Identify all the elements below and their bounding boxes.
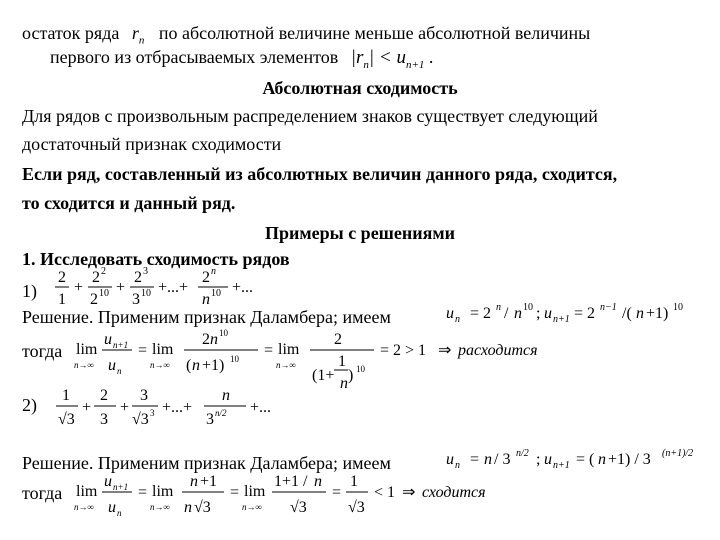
- svg-text:u: u: [104, 331, 112, 348]
- svg-text:2: 2: [90, 291, 98, 308]
- svg-text:(: (: [186, 357, 192, 374]
- svg-text:+: +: [120, 399, 130, 416]
- svg-text:n→∞: n→∞: [74, 502, 94, 512]
- svg-text:3: 3: [143, 266, 148, 277]
- svg-text:+...: +...: [232, 279, 254, 296]
- svg-text:2: 2: [334, 331, 342, 348]
- svg-text:1: 1: [350, 473, 358, 490]
- svg-text:n: n: [211, 266, 216, 277]
- svg-text:10: 10: [230, 354, 239, 364]
- svg-text:n: n: [314, 473, 322, 490]
- svg-text:⇒: ⇒: [438, 342, 452, 359]
- svg-text:lim: lim: [152, 483, 174, 500]
- converges-word: сходится: [422, 484, 486, 501]
- svg-text:+: +: [74, 279, 84, 296]
- rn-symbol: $r_n$: [131, 23, 145, 47]
- svg-text:n: n: [496, 302, 501, 313]
- then-label-2: тогда: [22, 483, 63, 503]
- svg-text:10: 10: [523, 302, 533, 313]
- svg-text:n/2: n/2: [215, 408, 227, 418]
- item-number-2: 2): [22, 395, 37, 415]
- svg-text:√3: √3: [58, 411, 75, 428]
- svg-text:=: =: [332, 484, 342, 501]
- svg-text:n+1: n+1: [553, 460, 570, 471]
- svg-text:2: 2: [202, 331, 210, 348]
- limit-formula-2: [74, 468, 494, 528]
- svg-text:+1): +1): [646, 305, 669, 322]
- svg-text:√3: √3: [132, 411, 149, 428]
- svg-text:2: 2: [101, 266, 106, 277]
- svg-text:10: 10: [211, 288, 221, 299]
- svg-text:n: n: [202, 291, 210, 308]
- svg-text:10: 10: [356, 364, 365, 374]
- item-number-1: 1): [22, 281, 37, 301]
- svg-text:1: 1: [62, 387, 70, 404]
- svg-text:u: u: [446, 451, 454, 468]
- svg-text:;: ;: [536, 451, 541, 468]
- svg-text:n→∞: n→∞: [150, 360, 170, 370]
- svg-text:n−1: n−1: [600, 302, 617, 313]
- svg-text:u: u: [544, 305, 552, 322]
- then-label-1: тогда: [22, 341, 63, 361]
- svg-text:10: 10: [673, 302, 683, 313]
- svg-text:1+1 /: 1+1 /: [274, 473, 308, 490]
- svg-text:lim: lim: [76, 483, 98, 500]
- svg-text:10: 10: [219, 328, 228, 338]
- svg-text:=: =: [138, 484, 148, 501]
- svg-text:/(: /(: [622, 305, 632, 322]
- svg-text:√3: √3: [290, 499, 307, 516]
- svg-text:2: 2: [92, 269, 100, 286]
- svg-text:1: 1: [338, 353, 346, 370]
- text-remainder-label: остаток ряда: [22, 23, 120, 43]
- svg-text:u: u: [104, 473, 112, 490]
- svg-text:+1: +1: [200, 473, 218, 490]
- svg-text:2: 2: [100, 387, 108, 404]
- svg-text:3: 3: [140, 387, 148, 404]
- svg-text:): ): [348, 367, 354, 384]
- solution-1-text: Решение. Применим признак Даламбера; имеем: [22, 307, 391, 327]
- svg-text:u: u: [108, 499, 116, 516]
- svg-text:3: 3: [206, 411, 214, 428]
- svg-text:n: n: [455, 460, 460, 471]
- theorem-line-2: то сходится и данный ряд.: [22, 193, 236, 213]
- svg-text:3: 3: [150, 408, 155, 418]
- svg-text:n: n: [222, 387, 230, 404]
- text-remainder-desc: по абсолютной величине меньше абсолютной величины: [158, 23, 591, 43]
- svg-text:+: +: [82, 399, 92, 416]
- svg-text:+1): +1): [202, 357, 225, 374]
- svg-text:lim: lim: [244, 483, 266, 500]
- svg-text:< 1: < 1: [374, 484, 396, 501]
- text-first-element: первого из отбрасываемых элементов: [50, 47, 339, 67]
- svg-text:u: u: [108, 357, 116, 374]
- svg-text:n: n: [192, 357, 200, 374]
- svg-text:n: n: [210, 331, 218, 348]
- svg-text:(1+: (1+: [312, 367, 335, 384]
- svg-text:n→∞: n→∞: [276, 360, 296, 370]
- svg-text:√3: √3: [348, 499, 365, 516]
- svg-text:+...: +...: [250, 399, 272, 416]
- svg-text:10: 10: [141, 288, 151, 299]
- svg-text:n: n: [455, 314, 460, 325]
- svg-text:+...+: +...+: [158, 279, 189, 296]
- svg-text:= 2 > 1: = 2 > 1: [380, 342, 427, 359]
- theorem-line-1: Если ряд, составленный из абсолютных величин данного ряда, сходится,: [22, 164, 618, 184]
- paragraph-line-2: достаточный признак сходимости: [22, 134, 282, 154]
- diverges-word: расходится: [458, 342, 538, 359]
- paragraph-line-1: Для рядов с произвольным распределением знаков существует следующий: [22, 106, 598, 126]
- svg-text:n+1: n+1: [113, 340, 129, 350]
- svg-text:/: /: [504, 305, 509, 322]
- svg-text:= 2: = 2: [470, 305, 492, 322]
- svg-text:+1) / 3: +1) / 3: [608, 451, 651, 468]
- svg-text:n: n: [514, 305, 522, 322]
- series-2-formula: [52, 380, 282, 436]
- svg-text:n: n: [340, 375, 348, 392]
- svg-text:3: 3: [100, 411, 108, 428]
- task-heading: 1. Исследовать сходимость рядов: [22, 249, 290, 269]
- svg-text:n+1: n+1: [113, 482, 129, 492]
- svg-text:n: n: [117, 366, 122, 376]
- svg-text:n: n: [484, 451, 492, 468]
- svg-text:⇒: ⇒: [402, 484, 416, 501]
- svg-text:√3: √3: [194, 499, 211, 516]
- svg-text:1: 1: [58, 291, 66, 308]
- svg-text:n→∞: n→∞: [242, 502, 262, 512]
- svg-text:10: 10: [99, 288, 109, 299]
- svg-text:;: ;: [536, 305, 541, 322]
- svg-text:=: =: [230, 484, 240, 501]
- svg-text:(n+1)/2: (n+1)/2: [662, 448, 694, 459]
- solution-2-text: Решение. Применим признак Даламбера; имеем: [22, 453, 391, 473]
- svg-text:n: n: [184, 499, 192, 516]
- inequality-rn: $|r_n| < u_{n+1}$: [350, 47, 425, 71]
- svg-text:2: 2: [58, 269, 66, 286]
- svg-text:lim: lim: [76, 341, 98, 358]
- svg-text:n→∞: n→∞: [74, 360, 94, 370]
- svg-text:u: u: [446, 305, 454, 322]
- heading-examples: Примеры с решениями: [265, 223, 455, 243]
- svg-text:n: n: [636, 305, 644, 322]
- svg-text:2: 2: [134, 269, 142, 286]
- svg-text:n→∞: n→∞: [150, 502, 170, 512]
- text-line-first-element: первого из отбрасываемых элементов $|r_n| < u_{n+1}$ .: [50, 47, 434, 71]
- svg-text:n: n: [598, 451, 606, 468]
- svg-text:+: +: [116, 279, 126, 296]
- svg-text:n: n: [190, 473, 198, 490]
- svg-text:=: =: [264, 342, 274, 359]
- svg-text:=: =: [470, 451, 480, 468]
- svg-text:=: =: [138, 342, 148, 359]
- svg-text:/ 3: / 3: [494, 451, 511, 468]
- svg-text:n: n: [117, 508, 122, 518]
- svg-text:3: 3: [132, 291, 140, 308]
- heading-absolute-convergence: Абсолютная сходимость: [262, 78, 458, 98]
- svg-text:n/2: n/2: [516, 448, 529, 459]
- svg-text:u: u: [544, 451, 552, 468]
- svg-text:= 2: = 2: [574, 305, 596, 322]
- svg-text:2: 2: [202, 269, 210, 286]
- svg-text:lim: lim: [278, 341, 300, 358]
- svg-text:lim: lim: [152, 341, 174, 358]
- svg-text:+...+: +...+: [162, 399, 193, 416]
- svg-text:n+1: n+1: [553, 314, 570, 325]
- svg-text:= (: = (: [576, 451, 595, 468]
